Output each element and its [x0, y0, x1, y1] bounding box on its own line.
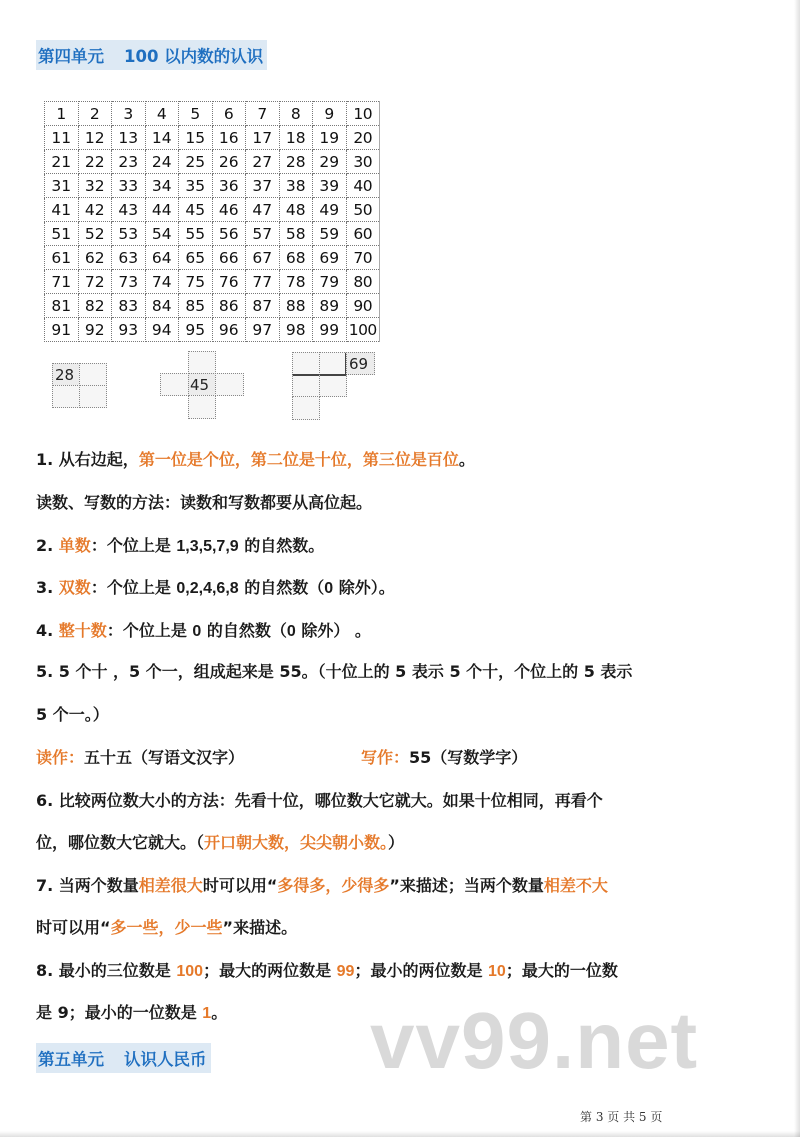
hundred-chart-cell: 79 — [313, 270, 347, 294]
hundred-chart-cell: 26 — [212, 150, 246, 174]
hundred-chart-row — [45, 174, 380, 198]
hundred-chart-cell: 20 — [346, 126, 380, 150]
hundred-chart-row — [45, 246, 380, 270]
hundred-chart-cell: 49 — [313, 198, 347, 222]
hundred-chart-cell: 58 — [279, 222, 313, 246]
hundred-chart-cell: 1 — [45, 102, 79, 126]
hundred-chart-cell: 54 — [145, 222, 179, 246]
hundred-chart-cell: 16 — [212, 126, 246, 150]
item-1-text-a: 从右边起， — [58, 450, 139, 469]
hundred-chart-cell: 15 — [179, 126, 213, 150]
hundred-chart-cell: 41 — [45, 198, 79, 222]
hundred-chart-cell: 11 — [45, 126, 79, 150]
puzzle-cell-filled — [52, 363, 80, 386]
hundred-chart-cell: 10 — [346, 102, 380, 126]
hundred-chart-cell: 32 — [78, 174, 112, 198]
hundred-chart-cell: 52 — [78, 222, 112, 246]
item-1-number: 1. — [36, 450, 54, 469]
hundred-chart-cell: 56 — [212, 222, 246, 246]
hundred-chart-cell: 42 — [78, 198, 112, 222]
item-8-text-e: 是 9；最小的一位数是 — [36, 1003, 203, 1022]
read-text: 五十五（写语文汉字） — [84, 748, 245, 767]
hundred-chart-cell: 4 — [145, 102, 179, 126]
item-5-line-2 — [36, 705, 109, 725]
item-2-term: 单数 — [58, 536, 91, 555]
hundred-chart-cell: 21 — [45, 150, 79, 174]
hundred-chart-cell: 48 — [279, 198, 313, 222]
hundred-chart-row — [45, 222, 380, 246]
hundred-chart-cell: 36 — [212, 174, 246, 198]
item-3 — [36, 578, 395, 599]
hundred-chart-cell: 27 — [246, 150, 280, 174]
item-6-line-2 — [36, 833, 404, 853]
hundred-chart-cell: 82 — [78, 294, 112, 318]
item-6-text-1: 6. 比较两位数大小的方法：先看十位，哪位数大它就大。如果十位相同，再看个 — [36, 791, 603, 810]
hundred-chart-cell: 53 — [112, 222, 146, 246]
item-3-text-a: ：个位上是 — [90, 578, 177, 597]
read-write-text: 读数、写数的方法：读数和写数都要从高位起。 — [36, 493, 373, 512]
hundred-chart-cell: 89 — [313, 294, 347, 318]
hundred-chart-cell: 5 — [179, 102, 213, 126]
item-4-text-b: 的自然数（ — [201, 621, 287, 640]
item-7-highlight-1: 相差很大 — [138, 876, 203, 895]
unit4-title: 100 以内数的认识 — [124, 47, 264, 66]
item-8-text-b: ；最大的两位数是 — [203, 961, 337, 980]
hundred-chart-cell: 50 — [346, 198, 380, 222]
hundred-chart-cell: 35 — [179, 174, 213, 198]
hundred-chart-row — [45, 126, 380, 150]
item-2-text-a: ：个位上是 — [90, 536, 177, 555]
unit4-label: 第四单元 — [38, 47, 104, 66]
puzzle-cell — [319, 374, 347, 397]
item-7-highlight-4: 多一些，少一些 — [110, 918, 223, 937]
hundred-chart-cell: 98 — [279, 318, 313, 342]
item-3-number: 3. — [36, 578, 54, 597]
item-8-text-c: ；最小的两位数是 — [354, 961, 489, 980]
unit5-heading — [36, 1043, 211, 1073]
hundred-chart-cell: 63 — [112, 246, 146, 270]
puzzle-cell-filled — [346, 352, 375, 375]
hundred-chart-cell: 76 — [212, 270, 246, 294]
hundred-chart-cell: 47 — [246, 198, 280, 222]
hundred-chart-row — [45, 318, 380, 342]
puzzle-cell — [292, 374, 320, 397]
hundred-chart-cell: 80 — [346, 270, 380, 294]
item-4-text-c: 除外） 。 — [295, 621, 371, 640]
item-4-number: 4. — [36, 621, 54, 640]
hundred-chart-cell: 87 — [246, 294, 280, 318]
hundred-chart-cell: 92 — [78, 318, 112, 342]
hundred-chart-cell: 37 — [246, 174, 280, 198]
puzzle-45-value: 45 — [190, 376, 210, 394]
hundred-chart-cell: 75 — [179, 270, 213, 294]
puzzle-cell-filled — [188, 373, 216, 396]
puzzle-cell — [292, 352, 320, 375]
unit5-title: 认识人民币 — [124, 1050, 207, 1069]
hundred-chart-cell: 99 — [313, 318, 347, 342]
puzzle-cell — [160, 373, 189, 396]
hundred-chart-cell: 72 — [78, 270, 112, 294]
read-label: 读作： — [36, 748, 85, 767]
hundred-chart-row — [45, 198, 380, 222]
hundred-chart-cell: 67 — [246, 246, 280, 270]
item-6-text-2a: 位，哪位数大它就大。（ — [36, 833, 205, 852]
item-3-text-c: 除外）。 — [333, 578, 395, 597]
hundred-chart-cell: 12 — [78, 126, 112, 150]
item-7-text-i: ”来描述。 — [222, 918, 298, 937]
hundred-chart-cell: 33 — [112, 174, 146, 198]
hundred-chart-cell: 6 — [212, 102, 246, 126]
item-1-text-c: 。 — [458, 450, 475, 469]
hundred-chart-cell: 95 — [179, 318, 213, 342]
item-8-text-f: 。 — [211, 1003, 228, 1022]
item-4 — [36, 621, 371, 642]
hundred-chart-cell: 100 — [346, 318, 380, 342]
puzzle-69-value: 69 — [349, 355, 369, 373]
item-3-zero: 0 — [324, 580, 334, 597]
hundred-chart-cell: 19 — [313, 126, 347, 150]
write-text: 55（写数学字） — [409, 748, 528, 767]
hundred-chart-cell: 25 — [179, 150, 213, 174]
item-8-value-2: 99 — [336, 963, 355, 980]
hundred-chart-cell: 61 — [45, 246, 79, 270]
hundred-chart-row — [45, 294, 380, 318]
hundred-chart-cell: 17 — [246, 126, 280, 150]
puzzle-45 — [160, 351, 244, 421]
item-8-text-d: ；最大的一位数 — [505, 961, 618, 980]
hundred-chart-cell: 90 — [346, 294, 380, 318]
hundred-chart-cell: 28 — [279, 150, 313, 174]
item-8-value-1: 100 — [176, 963, 204, 980]
item-5-text-1: 5. 5 个十 ，5 个一，组成起来是 55。（十位上的 5 表示 5 个十，个位上的 5 表示 — [36, 662, 633, 681]
read-write-example — [36, 748, 244, 768]
hundred-chart-cell: 57 — [246, 222, 280, 246]
page-bottom-shadow — [0, 1131, 800, 1137]
puzzle-cell — [188, 351, 216, 374]
puzzle-cell — [188, 395, 216, 419]
hundred-chart-cell: 3 — [112, 102, 146, 126]
item-7-highlight-2: 多得多，少得多 — [277, 876, 390, 895]
hundred-chart-cell: 83 — [112, 294, 146, 318]
item-7-text-a: 7. 当两个数量 — [36, 876, 139, 895]
hundred-chart-cell: 38 — [279, 174, 313, 198]
item-8-text-a: 8. 最小的三位数是 — [36, 961, 177, 980]
puzzle-cell — [319, 352, 347, 375]
hundred-chart-cell: 94 — [145, 318, 179, 342]
hundred-chart-cell: 30 — [346, 150, 380, 174]
hundred-chart-cell: 55 — [179, 222, 213, 246]
item-6-text-2c: ） — [388, 833, 405, 852]
item-7-text-g: 时可以用“ — [36, 918, 111, 937]
hundred-chart-cell: 66 — [212, 246, 246, 270]
hundred-chart-cell: 71 — [45, 270, 79, 294]
item-2 — [36, 536, 324, 557]
hundred-chart-cell: 7 — [246, 102, 280, 126]
puzzle-28 — [52, 363, 108, 409]
item-3-digits: 0,2,4,6,8 — [176, 580, 239, 597]
unit4-heading — [36, 40, 267, 70]
item-5-text-2: 5 个一。） — [36, 705, 109, 724]
puzzle-28-value: 28 — [55, 366, 75, 384]
hundred-chart-cell: 77 — [246, 270, 280, 294]
puzzle-cell — [79, 363, 107, 386]
unit5-label: 第五单元 — [38, 1050, 104, 1069]
hundred-chart-cell: 64 — [145, 246, 179, 270]
item-6-highlight: 开口朝大数，尖尖朝小数。 — [204, 833, 389, 852]
hundred-chart-cell: 93 — [112, 318, 146, 342]
hundred-chart-cell: 73 — [112, 270, 146, 294]
hundred-chart-cell: 88 — [279, 294, 313, 318]
hundred-chart-cell: 44 — [145, 198, 179, 222]
hundred-chart-cell: 18 — [279, 126, 313, 150]
item-4-text-a: ：个位上是 — [106, 621, 193, 640]
item-2-digits: 1,3,5,7,9 — [176, 538, 239, 555]
item-4-zero: 0 — [192, 623, 202, 640]
item-8-value-4: 1 — [202, 1005, 212, 1022]
item-7-line-1 — [36, 876, 608, 896]
hundred-chart-cell: 9 — [313, 102, 347, 126]
hundred-chart-cell: 29 — [313, 150, 347, 174]
puzzle-cell — [52, 385, 80, 408]
write-example — [361, 748, 527, 768]
hundred-chart-cell: 43 — [112, 198, 146, 222]
hundred-chart-cell: 85 — [179, 294, 213, 318]
item-7-text-c: 时可以用“ — [202, 876, 278, 895]
page-edge-shadow — [794, 0, 800, 1137]
hundred-chart-row — [45, 102, 380, 126]
hundred-chart-row — [45, 270, 380, 294]
hundred-chart-cell: 74 — [145, 270, 179, 294]
hundred-chart-cell: 59 — [313, 222, 347, 246]
hundred-chart-cell: 46 — [212, 198, 246, 222]
item-8-line-1 — [36, 961, 618, 982]
item-7-text-e: ”来描述；当两个数量 — [389, 876, 544, 895]
hundred-chart-cell: 24 — [145, 150, 179, 174]
hundred-chart-cell: 70 — [346, 246, 380, 270]
hundred-chart-cell: 39 — [313, 174, 347, 198]
hundred-chart-cell: 69 — [313, 246, 347, 270]
hundred-chart-cell: 31 — [45, 174, 79, 198]
item-5-line-1 — [36, 662, 632, 682]
hundred-chart-cell: 91 — [45, 318, 79, 342]
item-3-term: 双数 — [58, 578, 91, 597]
hundred-chart-cell: 78 — [279, 270, 313, 294]
hundred-chart-cell: 81 — [45, 294, 79, 318]
hundred-chart-cell: 51 — [45, 222, 79, 246]
puzzle-cell — [292, 396, 320, 420]
hundred-chart-cell: 13 — [112, 126, 146, 150]
hundred-chart-cell: 34 — [145, 174, 179, 198]
hundred-chart-cell: 14 — [145, 126, 179, 150]
puzzle-cell — [79, 385, 107, 408]
item-8-value-3: 10 — [488, 963, 506, 980]
item-7-highlight-3: 相差不大 — [543, 876, 608, 895]
hundred-chart-cell: 84 — [145, 294, 179, 318]
hundred-chart-cell: 45 — [179, 198, 213, 222]
item-7-line-2 — [36, 918, 297, 938]
item-4-term: 整十数 — [58, 621, 107, 640]
item-2-text-b: 的自然数。 — [238, 536, 325, 555]
puzzle-69 — [292, 352, 376, 420]
page-footer: 第 3 页 共 5 页 — [580, 1110, 663, 1124]
hundred-chart-cell: 65 — [179, 246, 213, 270]
item-1 — [36, 450, 475, 470]
hundred-chart-cell: 60 — [346, 222, 380, 246]
watermark: vv99.net — [370, 996, 699, 1085]
hundred-chart-cell: 22 — [78, 150, 112, 174]
hundred-chart-cell: 40 — [346, 174, 380, 198]
hundred-chart-cell: 68 — [279, 246, 313, 270]
hundred-chart-cell: 96 — [212, 318, 246, 342]
hundred-chart-cell: 62 — [78, 246, 112, 270]
hundred-chart-row — [45, 150, 380, 174]
hundred-chart-cell: 97 — [246, 318, 280, 342]
item-2-number: 2. — [36, 536, 54, 555]
write-label: 写作： — [361, 748, 410, 767]
item-4-zero-2: 0 — [286, 623, 296, 640]
hundred-chart-cell: 86 — [212, 294, 246, 318]
item-6-line-1 — [36, 791, 603, 811]
hundred-chart-cell: 8 — [279, 102, 313, 126]
item-3-text-b: 的自然数（ — [238, 578, 325, 597]
puzzle-cell — [215, 373, 244, 396]
item-1-highlight: 第一位是个位，第二位是十位，第三位是百位 — [138, 450, 459, 469]
read-write-method — [36, 493, 372, 513]
hundred-chart-cell: 23 — [112, 150, 146, 174]
hundred-chart-cell: 2 — [78, 102, 112, 126]
item-8-line-2 — [36, 1003, 227, 1024]
hundred-chart — [44, 101, 380, 342]
